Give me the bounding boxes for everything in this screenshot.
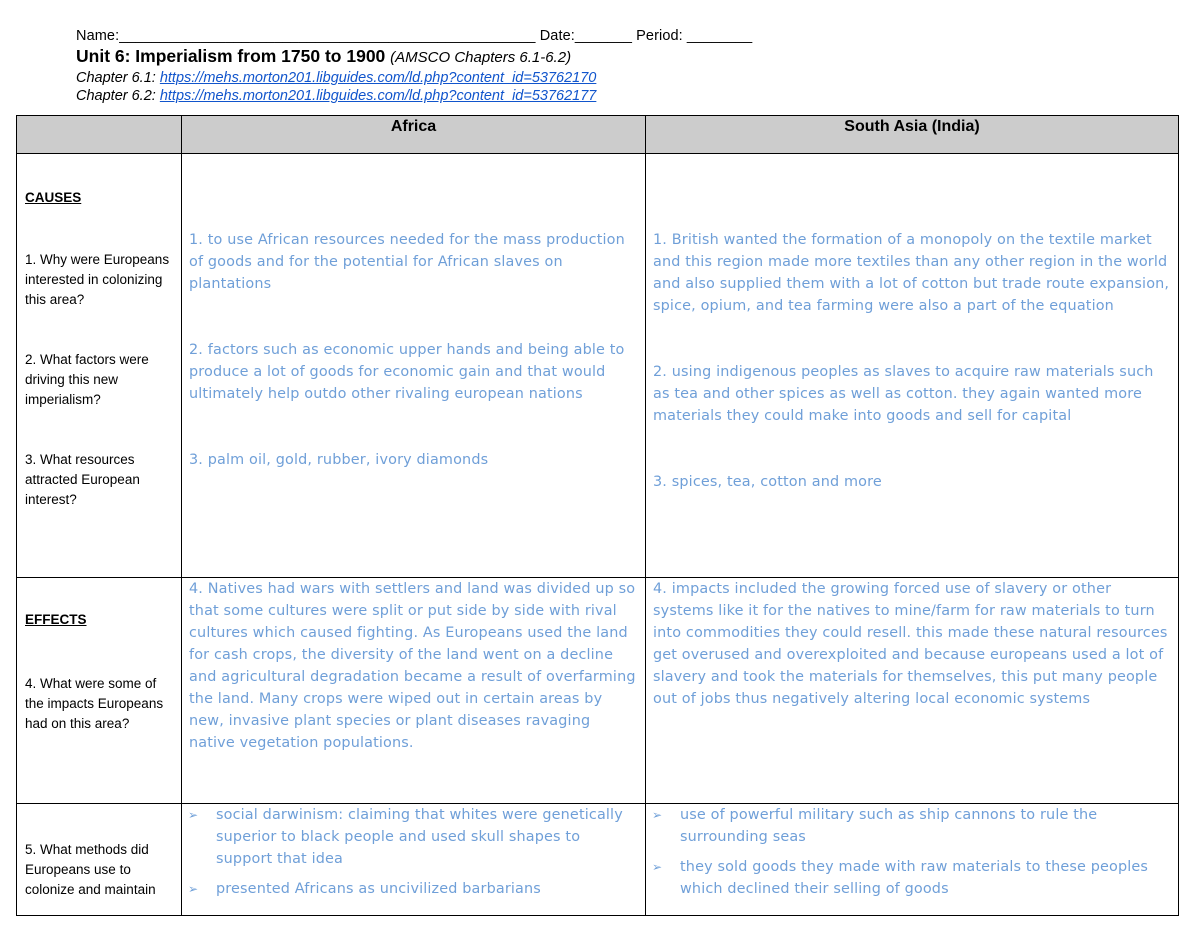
chapter-6-1-line — [76, 69, 1176, 87]
chapter-6-1-link[interactable]: https://mehs.morton201.libguides.com/ld.php?content_id=53762170 — [159, 70, 597, 86]
unit-title-line — [76, 45, 1176, 69]
causes-question-3: 3. What resources attracted European interest? — [25, 452, 140, 507]
table-row-causes — [17, 154, 1179, 578]
chapter-6-2-label: Chapter 6.2: — [76, 88, 156, 104]
table-row-methods — [17, 804, 1179, 916]
effects-africa-cell[interactable] — [182, 578, 646, 804]
methods-question: 5. What methods did Europeans use to colonize and maintain — [25, 842, 156, 897]
chapter-6-2-link[interactable]: https://mehs.morton201.libguides.com/ld.php?content_id=53762177 — [159, 88, 597, 104]
chapter-6-2-line — [76, 87, 1176, 105]
worksheet-header — [76, 27, 1176, 105]
causes-india-cell[interactable] — [646, 154, 1179, 578]
table-row-effects — [17, 578, 1179, 804]
methods-question-cell — [17, 804, 182, 916]
causes-label: CAUSES — [25, 190, 82, 205]
effects-india-answer: 4. impacts included the growing forced use of slavery or other systems like it for the natives to mine/farm for raw materials to turn into commodities they could resell. this made these natural resources get overused and overexploited and because europeans used a lot of slavery and took the materials for themselves, this put many people out of jobs thus negatively altering local economic systems — [653, 581, 1168, 707]
causes-africa-cell[interactable] — [182, 154, 646, 578]
causes-india-answer-2: 2. using indigenous peoples as slaves to acquire raw materials such as tea and other spices as well as cotton. they again wanted more materials they could make into goods and sell for capital — [653, 364, 1154, 424]
causes-question-1: 1. Why were Europeans interested in colonizing this area? — [25, 252, 170, 307]
causes-question-cell — [17, 154, 182, 578]
effects-question: 4. What were some of the impacts Europeans had on this area? — [25, 676, 164, 731]
table-header-row — [17, 116, 1179, 154]
causes-africa-answer-2: 2. factors such as economic upper hands and being able to produce a lot of goods for economic gain and that would ultimately help outdo other rivaling european nations — [189, 342, 625, 402]
methods-india-cell[interactable] — [646, 804, 1179, 916]
unit-title: Unit 6: Imperialism from 1750 to 1900 — [76, 46, 386, 66]
name-date-period-line: Name:___________________________________________________ Date:_______ Period: ________ — [76, 28, 753, 44]
imperialism-table — [16, 115, 1179, 916]
unit-subtitle: (AMSCO Chapters 6.1-6.2) — [390, 49, 572, 66]
causes-india-answer-1: 1. British wanted the formation of a monopoly on the textile market and this region made more textiles than any other region in the world and also supplied them with a lot of cotton but trade route expansion, spice, opium, and tea farming were also a part of the equation — [653, 232, 1170, 314]
causes-africa-answer-1: 1. to use African resources needed for the mass production of goods and for the potential for African slaves on plantations — [189, 232, 625, 292]
methods-india-bullet-2: ➢ they sold goods they made with raw materials to these peoples which declined their selling of goods — [680, 856, 1174, 900]
methods-africa-bullet-2: ➢ presented Africans as uncivilized barbarians — [216, 878, 641, 900]
effects-india-cell[interactable] — [646, 578, 1179, 804]
methods-india-bullet-1: ➢ use of powerful military such as ship cannons to rule the surrounding seas — [680, 804, 1174, 848]
causes-question-2: 2. What factors were driving this new imperialism? — [25, 352, 149, 407]
header-africa: Africa — [182, 116, 646, 154]
effects-africa-answer: 4. Natives had wars with settlers and land was divided up so that some cultures were split or put side by side with rival cultures which caused fighting. As Europeans used the land for cash crops, the diversity of the land went on a decline and agricultural degradation became a result of overfarming the land. Many crops were wiped out in certain areas by new, invasive plant species or plant diseases ravaging native vegetation populations. — [189, 581, 636, 751]
causes-africa-answer-3: 3. palm oil, gold, rubber, ivory diamonds — [189, 452, 489, 468]
effects-label: EFFECTS — [25, 612, 87, 627]
header-blank-cell — [17, 116, 182, 154]
methods-africa-cell[interactable] — [182, 804, 646, 916]
chapter-6-1-label: Chapter 6.1: — [76, 70, 156, 86]
methods-africa-bullet-1: ➢ social darwinism: claiming that whites were genetically superior to black people and used skull shapes to support that idea — [216, 804, 641, 870]
header-south-asia: South Asia (India) — [646, 116, 1179, 154]
causes-india-answer-3: 3. spices, tea, cotton and more — [653, 474, 882, 490]
effects-question-cell — [17, 578, 182, 804]
